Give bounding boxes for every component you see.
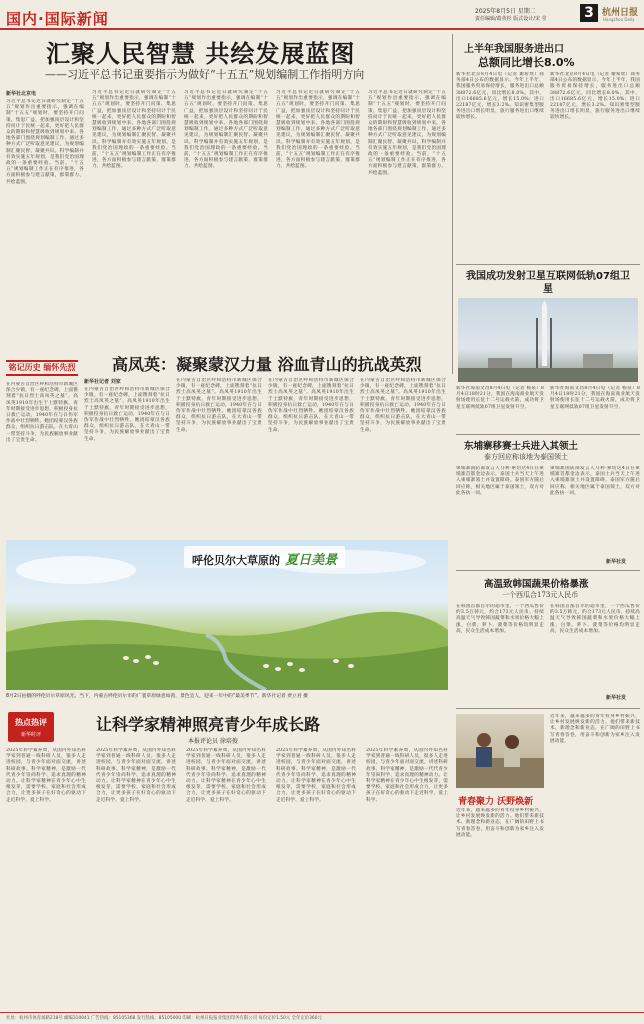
services-trade-body-1: 新华社北京8月4日电（记者 谢希瑶）商务部4日公布的数据显示，今年上半年，我国服务贸易保持增长，服务进出口总额38872.6亿元，同比增长8.0%。其中，出口16685.6亿元，增长15.0%；进口22187亿元，增长3.2%。知识密集型服务进出口增长明显，旅行服务进出口继续较快增长。 [456, 72, 544, 121]
hero-col-5: 在内蒙古自治区呼和浩特市新城区保合少镇，有一座纪念碑，上面镌刻着“抗日烈士高凤英之墓”。高凤英1910年出生于土默特旗，青年时期接受进步思想，积极投身抗日救亡运动，1940年在与日伪军作战中壮烈牺牲。她团结蒙汉各族群众，组织抗日游击队，在大青山一带坚持斗争，为民族解放事业献出了宝贵生命。 [360, 378, 446, 433]
column-tag-label: 铭记历史 缅怀先烈 [8, 363, 76, 372]
opinion-col-1: 2025年科学素养周，从国内外知名科学家到普通一线科研人员，很多人走进校园，与青少年面对面交流，讲述科研故事。科学家精神，是激励一代代青少年崇尚科学、追求真理的精神动力。让科学家精神在青少年心中生根发芽，需要学校、家庭和社会形成合力，让更多孩子在好奇心的驱动下走近科学、爱上科学。 [6, 748, 86, 803]
column-tag [6, 360, 78, 376]
rocket-photo [458, 298, 638, 382]
hero-body [84, 374, 448, 534]
opinion-byline: 本报评论员 徐培俊 [188, 738, 238, 745]
services-trade-title-2: 总额同比增长8.0% [478, 56, 575, 69]
opinion-col-3: 2025年科学素养周，从国内外知名科学家到普通一线科研人员，很多人走进校园，与青少年面对面交流，讲述科研故事。科学家精神，是激励一代代青少年崇尚科学、追求真理的精神动力。让科学家精神在青少年心中生根发芽，需要学校、家庭和社会形成合力，让更多孩子在好奇心的驱动下走近科学、爱上科学。 [186, 748, 266, 803]
page-number: 3 [580, 4, 598, 22]
banner-label: 呼伦贝尔大草原的 [192, 554, 280, 567]
korea-prices-subtitle: 一个西瓜合173元人民币 [502, 591, 579, 599]
korea-prices-body-1: 在韩国首都首尔的超市里，一个西瓜售价约3.5万韩元，约合173元人民币。持续高温天气导致韩国蔬菜和水果价格大幅上涨，白菜、萝卜、菠菜等价格均明显走高，民众生活成本增加。 [456, 604, 544, 634]
opinion-col-4: 2025年科学素养周，从国内外知名科学家到普通一线科研人员，很多人走进校园，与青少年面对面交流，讲述科研故事。科学家精神，是激励一代代青少年崇尚科学、追求真理的精神动力。让科学家精神在青少年心中生根发芽，需要学校、家庭和社会形成合力，让更多孩子在好奇心的驱动下走近科学、爱上科学。 [276, 748, 356, 803]
workshop-photo [456, 714, 544, 788]
masthead [0, 0, 644, 30]
right-column [456, 32, 640, 1017]
korea-prices-title: 高温致韩国蔬果价格暴涨 [484, 579, 589, 590]
hero-col-1: 在内蒙古自治区呼和浩特市新城区保合少镇，有一座纪念碑，上面镌刻着“抗日烈士高凤英之墓”。高凤英1910年出生于土默特旗，青年时期接受进步思想，积极投身抗日救亡运动，1940年在与日伪军作战中壮烈牺牲。她团结蒙汉各族群众，组织抗日游击队，在大青山一带坚持斗争，为民族解放事业献出了宝贵生命。 [6, 382, 78, 443]
youth-body-1: 近年来，越来越多的青年投身乡村振兴，让乡村发展焕发新的活力。他们带来新技术、新理念和新业态，在广阔的田野上书写青春答卷，用奋斗和创新为家乡注入发展动能。 [456, 808, 544, 838]
satellite-caption-1: 新华社海南文昌8月4日电（记者 杨泉）8月4日18时21分，我国在海南商业航天发射场使用长征十二号运载火箭，成功将卫星互联网低轨07组卫星发射升空。 [456, 386, 544, 410]
satellite-title: 我国成功发射卫星互联网低轨07组卫星 [466, 271, 630, 295]
hero-col-4: 在内蒙古自治区呼和浩特市新城区保合少镇，有一座纪念碑，上面镌刻着“抗日烈士高凤英之墓”。高凤英1910年出生于土默特旗，青年时期接受进步思想，积极投身抗日救亡运动，1940年在与日伪军作战中壮烈牺牲。她团结蒙汉各族群众，组织抗日游击队，在大青山一带坚持斗争，为民族解放事业献出了宝贵生命。 [268, 378, 354, 433]
border-byline: 新华社发 [606, 559, 627, 565]
lead-subtitle: ——习近平总书记重要指示为做好“十五五”规划编制工作指明方向 [45, 68, 365, 81]
opinion-col-2: 2025年科学素养周，从国内外知名科学家到普通一线科研人员，很多人走进校园，与青少年面对面交流，讲述科研故事。科学家精神，是激励一代代青少年崇尚科学、追求真理的精神动力。让科学家精神在青少年心中生根发芽，需要学校、家庭和社会形成合力，让更多孩子在好奇心的驱动下走近科学、爱上科学。 [96, 748, 176, 803]
right-divider-1 [456, 264, 640, 265]
paper-name: 杭州日报 [602, 8, 639, 18]
masthead-rule [0, 28, 644, 30]
banner-label-accent: 夏日美景 [285, 553, 338, 568]
right-divider-4 [456, 708, 640, 709]
hero-col-3: 在内蒙古自治区呼和浩特市新城区保合少镇，有一座纪念碑，上面镌刻着“抗日烈士高凤英之墓”。高凤英1910年出生于土默特旗，青年时期接受进步思想，积极投身抗日救亡运动，1940年在与日伪军作战中壮烈牺牲。她团结蒙汉各族群众，组织抗日游击队，在大青山一带坚持斗争，为民族解放事业献出了宝贵生命。 [176, 378, 262, 433]
banner-caption: 8月2日拍摄的呼伦贝尔草原风光。当下，内蒙古呼伦贝尔市的广袤草原绿意如茵，景色宜人，迎来一年中的“最美季节”。新华社记者 贾立君 摄 [6, 694, 308, 699]
korea-prices-body-2: 在韩国首都首尔的超市里，一个西瓜售价约3.5万韩元，约合173元人民币。持续高温天气导致韩国蔬菜和水果价格大幅上涨，白菜、萝卜、菠菜等价格均明显走高，民众生活成本增加。 [550, 604, 640, 634]
right-divider-2 [456, 434, 640, 435]
hero-col-2: 在内蒙古自治区呼和浩特市新城区保合少镇，有一座纪念碑，上面镌刻着“抗日烈士高凤英之墓”。高凤英1910年出生于土默特旗，青年时期接受进步思想，积极投身抗日救亡运动，1940年在与日伪军作战中壮烈牺牲。她团结蒙汉各族群众，组织抗日游击队，在大青山一带坚持斗争，为民族解放事业献出了宝贵生命。 [84, 387, 170, 442]
border-body-2: 柬埔寨国防部发言人马利·索切达4日在柬埔寨首都金边表示，泰国士兵当天上午进入柬埔寨领土并设置障碍。泰国军方随后回应称，相关地区属于泰国领土，双方对此各执一词。 [550, 466, 640, 496]
right-divider-3 [456, 570, 640, 571]
footer-line: 社址：杭州市体育场路218号 邮编310041 广告热线：85105368 发行热线：85105000 印刷：杭州日报报业集团印务有限公司 每份定价1.50元 全年定价360元 [6, 1016, 322, 1021]
lead-body [6, 90, 446, 360]
lead-col-4: 习近平总书记近日就研究制定“十五五”规划作出重要指示，强调在编制“十五五”规划时，要坚持开门问策、集思广益，把加强顶层设计和坚持问计于民统一起来，更好把人民群众的期盼和智慧吸收到规划中来。各地各部门围绕规划编制工作，通过多种方式广泛听取意见建议，为规划编制汇聚民智、凝聚共识。科学编制并有效实施五年规划，是我们党治国理政的一条重要经验。当前，“十五五”规划编制工作正在有序推进，各方面积极参与建言献策，群策群力、共绘蓝图。 [276, 90, 360, 170]
lead-col-1: 习近平总书记近日就研究制定“十五五”规划作出重要指示，强调在编制“十五五”规划时，要坚持开门问策、集思广益，把加强顶层设计和坚持问计于民统一起来，更好把人民群众的期盼和智慧吸收到规划中来。各地各部门围绕规划编制工作，通过多种方式广泛听取意见建议，为规划编制汇聚民智、凝聚共识。科学编制并有效实施五年规划，是我们党治国理政的一条重要经验。当前，“十五五”规划编制工作正在有序推进，各方面积极参与建言献策，群策群力、共绘蓝图。 [6, 99, 84, 185]
section-title: 国内·国际新闻 [6, 10, 109, 28]
youth-title: 青春聚力 沃野焕新 [458, 797, 534, 807]
opinion-col-5: 2025年科学素养周，从国内外知名科学家到普通一线科研人员，很多人走进校园，与青少年面对面交流，讲述科研故事。科学家精神，是激励一代代青少年崇尚科学、追求真理的精神动力。让科学家精神在青少年心中生根发芽，需要学校、家庭和社会形成合力，让更多孩子在好奇心的驱动下走近科学、爱上科学。 [366, 748, 448, 803]
services-trade-title-1: 上半年我国服务进出口 [464, 44, 564, 55]
opinion-tag [8, 712, 54, 742]
satellite-caption-2: 新华社海南文昌8月4日电（记者 杨泉）8月4日18时21分，我国在海南商业航天发射场使用长征十二号运载火箭，成功将卫星互联网低轨07组卫星发射升空。 [550, 386, 640, 410]
lead-divider [452, 34, 453, 374]
hero-byline: 新华社记者 刘家 [84, 379, 121, 385]
opinion-title: 让科学家精神照亮青少年成长路 [96, 715, 321, 734]
opinion-body [6, 748, 448, 1010]
border-body-1: 柬埔寨国防部发言人马利·索切达4日在柬埔寨首都金边表示，泰国士兵当天上午进入柬埔寨领土并设置障碍。泰国军方随后回应称，相关地区属于泰国领土，双方对此各执一词。 [456, 466, 544, 496]
border-subtitle: 泰方回应称该地为泰国领土 [484, 453, 568, 461]
lead-col-3: 习近平总书记近日就研究制定“十五五”规划作出重要指示，强调在编制“十五五”规划时，要坚持开门问策、集思广益，把加强顶层设计和坚持问计于民统一起来，更好把人民群众的期盼和智慧吸收到规划中来。各地各部门围绕规划编制工作，通过多种方式广泛听取意见建议，为规划编制汇聚民智、凝聚共识。科学编制并有效实施五年规划，是我们党治国理政的一条重要经验。当前，“十五五”规划编制工作正在有序推进，各方面积极参与建言献策，群策群力、共绘蓝图。 [184, 90, 268, 170]
footer-rule [0, 1012, 644, 1013]
lead-title: 汇聚人民智慧 共绘发展蓝图 [46, 40, 356, 68]
editors-line: 责任编辑/葛英杉 版式设计/宋 莹 [475, 16, 547, 22]
korea-prices-byline: 新华社发 [606, 695, 627, 701]
lead-col-2: 习近平总书记近日就研究制定“十五五”规划作出重要指示，强调在编制“十五五”规划时，要坚持开门问策、集思广益，把加强顶层设计和坚持问计于民统一起来，更好把人民群众的期盼和智慧吸收到规划中来。各地各部门围绕规划编制工作，通过多种方式广泛听取意见建议，为规划编制汇聚民智、凝聚共识。科学编制并有效实施五年规划，是我们党治国理政的一条重要经验。当前，“十五五”规划编制工作正在有序推进，各方面积极参与建言献策，群策群力、共绘蓝图。 [92, 90, 176, 170]
border-title: 东埔寨移赛士兵进入其领土 [464, 441, 579, 452]
paper-pinyin: Hangzhou Daily [603, 17, 635, 22]
date-line: 2025年8月5日 星期二 [475, 8, 536, 15]
services-trade-body-2: 新华社北京8月4日电（记者 谢希瑶）商务部4日公布的数据显示，今年上半年，我国服务贸易保持增长，服务进出口总额38872.6亿元，同比增长8.0%。其中，出口16685.6亿元，增长15.0%；进口22187亿元，增长3.2%。知识密集型服务进出口增长明显，旅行服务进出口继续较快增长。 [550, 72, 640, 121]
grassland-photo [6, 540, 448, 690]
banner-label-box [184, 546, 345, 568]
opinion-tag-label: 热点热评 [15, 718, 47, 727]
lead-byline: 新华社北京电 [6, 91, 37, 97]
hero-title: 高凤英：凝聚蒙汉力量 浴血青山的抗战英烈 [112, 355, 422, 374]
youth-body-2: 近年来，越来越多的青年投身乡村振兴，让乡村发展焕发新的活力。他们带来新技术、新理念和新业态，在广阔的田野上书写青春答卷，用奋斗和创新为家乡注入发展动能。 [550, 714, 640, 744]
lead-col-5: 习近平总书记近日就研究制定“十五五”规划作出重要指示，强调在编制“十五五”规划时，要坚持开门问策、集思广益，把加强顶层设计和坚持问计于民统一起来，更好把人民群众的期盼和智慧吸收到规划中来。各地各部门围绕规划编制工作，通过多种方式广泛听取意见建议，为规划编制汇聚民智、凝聚共识。科学编制并有效实施五年规划，是我们党治国理政的一条重要经验。当前，“十五五”规划编制工作正在有序推进，各方面积极参与建言献策，群策群力、共绘蓝图。 [368, 90, 446, 176]
opinion-tag-sub: 新华时评 [20, 732, 41, 738]
